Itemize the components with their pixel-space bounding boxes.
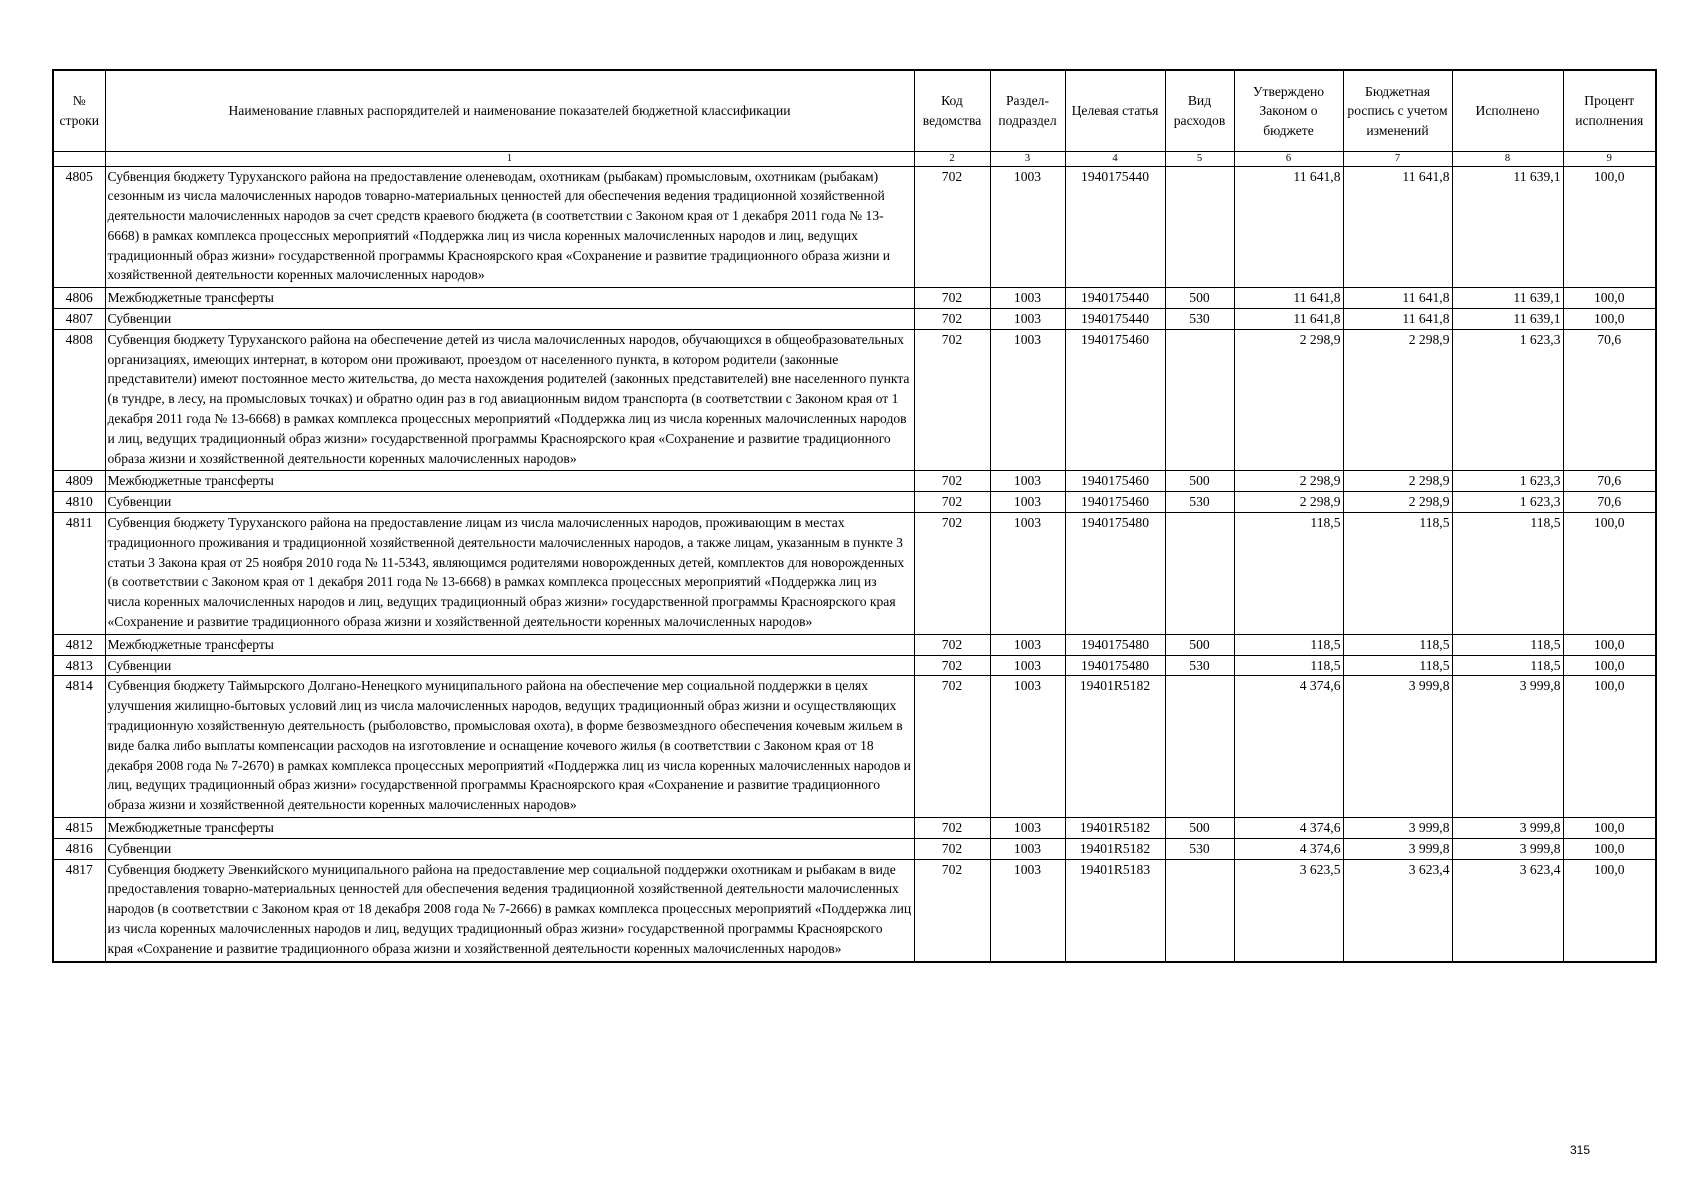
column-number: 2 — [914, 151, 990, 166]
column-number: 6 — [1234, 151, 1343, 166]
target-article-cell: 19401R5182 — [1065, 676, 1165, 818]
ministry-code-cell: 702 — [914, 655, 990, 676]
budget-schedule-cell: 118,5 — [1343, 513, 1452, 635]
expense-type-cell: 500 — [1165, 288, 1234, 309]
section-cell: 1003 — [990, 309, 1065, 330]
header-cell: Код ведомства — [914, 70, 990, 151]
section-cell: 1003 — [990, 288, 1065, 309]
approved-amount-cell: 3 623,5 — [1234, 859, 1343, 961]
table-row — [53, 655, 1656, 676]
row-number-cell: 4808 — [53, 329, 105, 471]
approved-amount-cell: 4 374,6 — [1234, 818, 1343, 839]
column-number — [53, 151, 105, 166]
header-cell: Раздел-подраздел — [990, 70, 1065, 151]
section-cell: 1003 — [990, 492, 1065, 513]
section-cell: 1003 — [990, 329, 1065, 471]
header-cell: Исполнено — [1452, 70, 1563, 151]
table-row — [53, 166, 1656, 288]
name-cell: Субвенции — [105, 655, 914, 676]
target-article-cell: 19401R5182 — [1065, 818, 1165, 839]
execution-percent-cell: 100,0 — [1563, 634, 1656, 655]
name-cell: Субвенция бюджету Туруханского района на обеспечение детей из числа малочисленных народов, обучающихся в общеобразовательных организациях, имеющих интернат, в котором они проживают, проездом от населенного пункта, в котором родители (законные представители) имеют постоянное место жительства, до места нахождения родителей (законных представителей) вне населенного пункта (в тундре, в лесу, на промысловых точках) и обратно один раз в год авиационным видом транспорта (в соответствии с Законом края от 1 декабря 2011 года № 13-6668) в рамках комплекса процессных мероприятий «Поддержка лиц из числа коренных малочисленных народов и лиц, ведущих традиционный образ жизни» государственной программы Красноярского края «Сохранение и развитие традиционного образа жизни и хозяйственной деятельности коренных малочисленных народов» — [105, 329, 914, 471]
row-number-cell: 4805 — [53, 166, 105, 288]
executed-amount-cell: 1 623,3 — [1452, 471, 1563, 492]
execution-percent-cell: 100,0 — [1563, 166, 1656, 288]
approved-amount-cell: 2 298,9 — [1234, 492, 1343, 513]
name-cell: Субвенция бюджету Таймырского Долгано-Ненецкого муниципального района на обеспечение мер социальной поддержки в целях улучшения жилищно-бытовых условий лиц из числа малочисленных народов, ведущих традиционный образ жизни и осуществляющих традиционную хозяйственную деятельность (рыболовство, промысловая охота), в форме безвозмездного обеспечения кочевым жильем в виде балка либо выплаты компенсации расходов на изготовление и оснащение кочевого жилья (в соответствии с Законом края от 18 декабря 2008 года № 7-2670) в рамках комплекса процессных мероприятий «Поддержка лиц из числа коренных малочисленных народов и лиц, ведущих традиционный образ жизни» государственной программы Красноярского края «Сохранение и развитие традиционного образа жизни и хозяйственной деятельности коренных малочисленных народов» — [105, 676, 914, 818]
row-number-cell: 4813 — [53, 655, 105, 676]
ministry-code-cell: 702 — [914, 513, 990, 635]
executed-amount-cell: 1 623,3 — [1452, 329, 1563, 471]
budget-schedule-cell: 118,5 — [1343, 634, 1452, 655]
header-cell: Утверждено Законом о бюджете — [1234, 70, 1343, 151]
name-cell: Межбюджетные трансферты — [105, 288, 914, 309]
budget-schedule-cell: 3 623,4 — [1343, 859, 1452, 961]
expense-type-cell: 500 — [1165, 471, 1234, 492]
target-article-cell: 1940175440 — [1065, 166, 1165, 288]
column-number: 5 — [1165, 151, 1234, 166]
expense-type-cell — [1165, 859, 1234, 961]
budget-schedule-cell: 3 999,8 — [1343, 838, 1452, 859]
header-cell: Бюджетная роспись с учетом изменений — [1343, 70, 1452, 151]
ministry-code-cell: 702 — [914, 859, 990, 961]
execution-percent-cell: 70,6 — [1563, 492, 1656, 513]
budget-schedule-cell: 2 298,9 — [1343, 471, 1452, 492]
executed-amount-cell: 118,5 — [1452, 655, 1563, 676]
budget-schedule-cell: 2 298,9 — [1343, 329, 1452, 471]
expense-type-cell: 530 — [1165, 492, 1234, 513]
execution-percent-cell: 100,0 — [1563, 818, 1656, 839]
approved-amount-cell: 118,5 — [1234, 634, 1343, 655]
expense-type-cell: 500 — [1165, 634, 1234, 655]
header-cell: № строки — [53, 70, 105, 151]
row-number-cell: 4811 — [53, 513, 105, 635]
execution-percent-cell: 100,0 — [1563, 838, 1656, 859]
section-cell: 1003 — [990, 166, 1065, 288]
section-cell: 1003 — [990, 471, 1065, 492]
ministry-code-cell: 702 — [914, 676, 990, 818]
header-cell: Процент исполнения — [1563, 70, 1656, 151]
section-cell: 1003 — [990, 676, 1065, 818]
executed-amount-cell: 11 639,1 — [1452, 309, 1563, 330]
column-number-row — [53, 151, 1656, 166]
budget-schedule-cell: 2 298,9 — [1343, 492, 1452, 513]
budget-schedule-cell: 3 999,8 — [1343, 676, 1452, 818]
table-row — [53, 492, 1656, 513]
execution-percent-cell: 100,0 — [1563, 655, 1656, 676]
section-cell: 1003 — [990, 655, 1065, 676]
ministry-code-cell: 702 — [914, 166, 990, 288]
expense-type-cell: 530 — [1165, 838, 1234, 859]
column-number: 4 — [1065, 151, 1165, 166]
ministry-code-cell: 702 — [914, 309, 990, 330]
name-cell: Межбюджетные трансферты — [105, 471, 914, 492]
row-number-cell: 4807 — [53, 309, 105, 330]
target-article-cell: 1940175440 — [1065, 288, 1165, 309]
expense-type-cell: 530 — [1165, 309, 1234, 330]
budget-schedule-cell: 3 999,8 — [1343, 818, 1452, 839]
expense-type-cell — [1165, 676, 1234, 818]
table-row — [53, 838, 1656, 859]
target-article-cell: 1940175460 — [1065, 471, 1165, 492]
budget-schedule-cell: 11 641,8 — [1343, 288, 1452, 309]
target-article-cell: 1940175440 — [1065, 309, 1165, 330]
approved-amount-cell: 4 374,6 — [1234, 838, 1343, 859]
row-number-cell: 4815 — [53, 818, 105, 839]
row-number-cell: 4817 — [53, 859, 105, 961]
execution-percent-cell: 100,0 — [1563, 309, 1656, 330]
row-number-cell: 4810 — [53, 492, 105, 513]
execution-percent-cell: 100,0 — [1563, 288, 1656, 309]
execution-percent-cell: 70,6 — [1563, 471, 1656, 492]
section-cell: 1003 — [990, 859, 1065, 961]
budget-schedule-cell: 11 641,8 — [1343, 166, 1452, 288]
ministry-code-cell: 702 — [914, 288, 990, 309]
executed-amount-cell: 3 999,8 — [1452, 676, 1563, 818]
header-cell: Вид расходов — [1165, 70, 1234, 151]
table-row — [53, 513, 1656, 635]
target-article-cell: 1940175480 — [1065, 634, 1165, 655]
ministry-code-cell: 702 — [914, 838, 990, 859]
table-row — [53, 818, 1656, 839]
column-number: 3 — [990, 151, 1065, 166]
execution-percent-cell: 70,6 — [1563, 329, 1656, 471]
approved-amount-cell: 2 298,9 — [1234, 329, 1343, 471]
executed-amount-cell: 118,5 — [1452, 634, 1563, 655]
section-cell: 1003 — [990, 513, 1065, 635]
table-row — [53, 329, 1656, 471]
target-article-cell: 19401R5183 — [1065, 859, 1165, 961]
section-cell: 1003 — [990, 818, 1065, 839]
expense-type-cell — [1165, 513, 1234, 635]
name-cell: Субвенции — [105, 492, 914, 513]
executed-amount-cell: 3 999,8 — [1452, 838, 1563, 859]
executed-amount-cell: 11 639,1 — [1452, 288, 1563, 309]
executed-amount-cell: 118,5 — [1452, 513, 1563, 635]
approved-amount-cell: 2 298,9 — [1234, 471, 1343, 492]
expense-type-cell — [1165, 329, 1234, 471]
approved-amount-cell: 118,5 — [1234, 655, 1343, 676]
column-number: 7 — [1343, 151, 1452, 166]
column-number: 1 — [105, 151, 914, 166]
approved-amount-cell: 11 641,8 — [1234, 166, 1343, 288]
execution-percent-cell: 100,0 — [1563, 859, 1656, 961]
ministry-code-cell: 702 — [914, 329, 990, 471]
row-number-cell: 4806 — [53, 288, 105, 309]
page-number: 315 — [1570, 1143, 1591, 1157]
ministry-code-cell: 702 — [914, 471, 990, 492]
section-cell: 1003 — [990, 838, 1065, 859]
ministry-code-cell: 702 — [914, 634, 990, 655]
target-article-cell: 1940175480 — [1065, 655, 1165, 676]
execution-percent-cell: 100,0 — [1563, 676, 1656, 818]
row-number-cell: 4812 — [53, 634, 105, 655]
table-row — [53, 634, 1656, 655]
approved-amount-cell: 11 641,8 — [1234, 288, 1343, 309]
executed-amount-cell: 3 623,4 — [1452, 859, 1563, 961]
table-row — [53, 471, 1656, 492]
expense-type-cell: 500 — [1165, 818, 1234, 839]
target-article-cell: 1940175480 — [1065, 513, 1165, 635]
header-cell: Наименование главных распорядителей и наименование показателей бюджетной классификации — [105, 70, 914, 151]
budget-schedule-cell: 11 641,8 — [1343, 309, 1452, 330]
expense-type-cell — [1165, 166, 1234, 288]
column-number: 8 — [1452, 151, 1563, 166]
target-article-cell: 1940175460 — [1065, 492, 1165, 513]
row-number-cell: 4809 — [53, 471, 105, 492]
column-number: 9 — [1563, 151, 1656, 166]
row-number-cell: 4814 — [53, 676, 105, 818]
section-cell: 1003 — [990, 634, 1065, 655]
name-cell: Межбюджетные трансферты — [105, 818, 914, 839]
executed-amount-cell: 1 623,3 — [1452, 492, 1563, 513]
execution-percent-cell: 100,0 — [1563, 513, 1656, 635]
approved-amount-cell: 4 374,6 — [1234, 676, 1343, 818]
target-article-cell: 19401R5182 — [1065, 838, 1165, 859]
approved-amount-cell: 11 641,8 — [1234, 309, 1343, 330]
ministry-code-cell: 702 — [914, 818, 990, 839]
budget-schedule-cell: 118,5 — [1343, 655, 1452, 676]
name-cell: Субвенция бюджету Туруханского района на предоставление оленеводам, охотникам (рыбакам) промысловым, охотникам (рыбакам) сезонным из числа малочисленных народов товарно-материальных ценностей для обеспечения ведения традиционной хозяйственной деятельности малочисленных народов за счет средств краевого бюджета (в соответствии с Законом края от 1 декабря 2011 года № 13-6668) в рамках комплекса процессных мероприятий «Поддержка лиц из числа коренных малочисленных народов и лиц, ведущих традиционный образ жизни» государственной программы Красноярского края «Сохранение и развитие традиционного образа жизни и хозяйственной деятельности коренных малочисленных народов» — [105, 166, 914, 288]
executed-amount-cell: 3 999,8 — [1452, 818, 1563, 839]
table-row — [53, 309, 1656, 330]
header-row — [53, 70, 1656, 151]
target-article-cell: 1940175460 — [1065, 329, 1165, 471]
table-row — [53, 288, 1656, 309]
table-row — [53, 859, 1656, 961]
row-number-cell: 4816 — [53, 838, 105, 859]
budget-table — [52, 69, 1657, 963]
ministry-code-cell: 702 — [914, 492, 990, 513]
name-cell: Межбюджетные трансферты — [105, 634, 914, 655]
header-cell: Целевая статья — [1065, 70, 1165, 151]
name-cell: Субвенция бюджету Эвенкийского муниципального района на предоставление мер социальной поддержки охотникам и рыбакам в виде предоставления товарно-материальных ценностей для обеспечения ведения традиционной хозяйственной деятельности малочисленных народов (в соответствии с Законом края от 18 декабря 2008 года № 7-2666) в рамках комплекса процессных мероприятий «Поддержка лиц из числа коренных малочисленных народов и лиц, ведущих традиционный образ жизни» государственной программы Красноярского края «Сохранение и развитие традиционного образа жизни и хозяйственной деятельности коренных малочисленных народов» — [105, 859, 914, 961]
table-row — [53, 676, 1656, 818]
name-cell: Субвенции — [105, 309, 914, 330]
name-cell: Субвенция бюджету Туруханского района на предоставление лицам из числа малочисленных народов, проживающим в местах традиционного проживания и традиционной хозяйственной деятельности малочисленных народов, а также лицам, указанным в пункте 3 статьи 3 Закона края от 25 ноября 2010 года № 11-5343, являющимся родителями новорожденных детей, комплектов для новорожденных (в соответствии с Законом края от 1 декабря 2011 года № 13-6668) в рамках комплекса процессных мероприятий «Поддержка лиц из числа коренных малочисленных народов и лиц, ведущих традиционный образ жизни» государственной программы Красноярского края «Сохранение и развитие традиционного образа жизни и хозяйственной деятельности коренных малочисленных народов» — [105, 513, 914, 635]
expense-type-cell: 530 — [1165, 655, 1234, 676]
executed-amount-cell: 11 639,1 — [1452, 166, 1563, 288]
approved-amount-cell: 118,5 — [1234, 513, 1343, 635]
name-cell: Субвенции — [105, 838, 914, 859]
